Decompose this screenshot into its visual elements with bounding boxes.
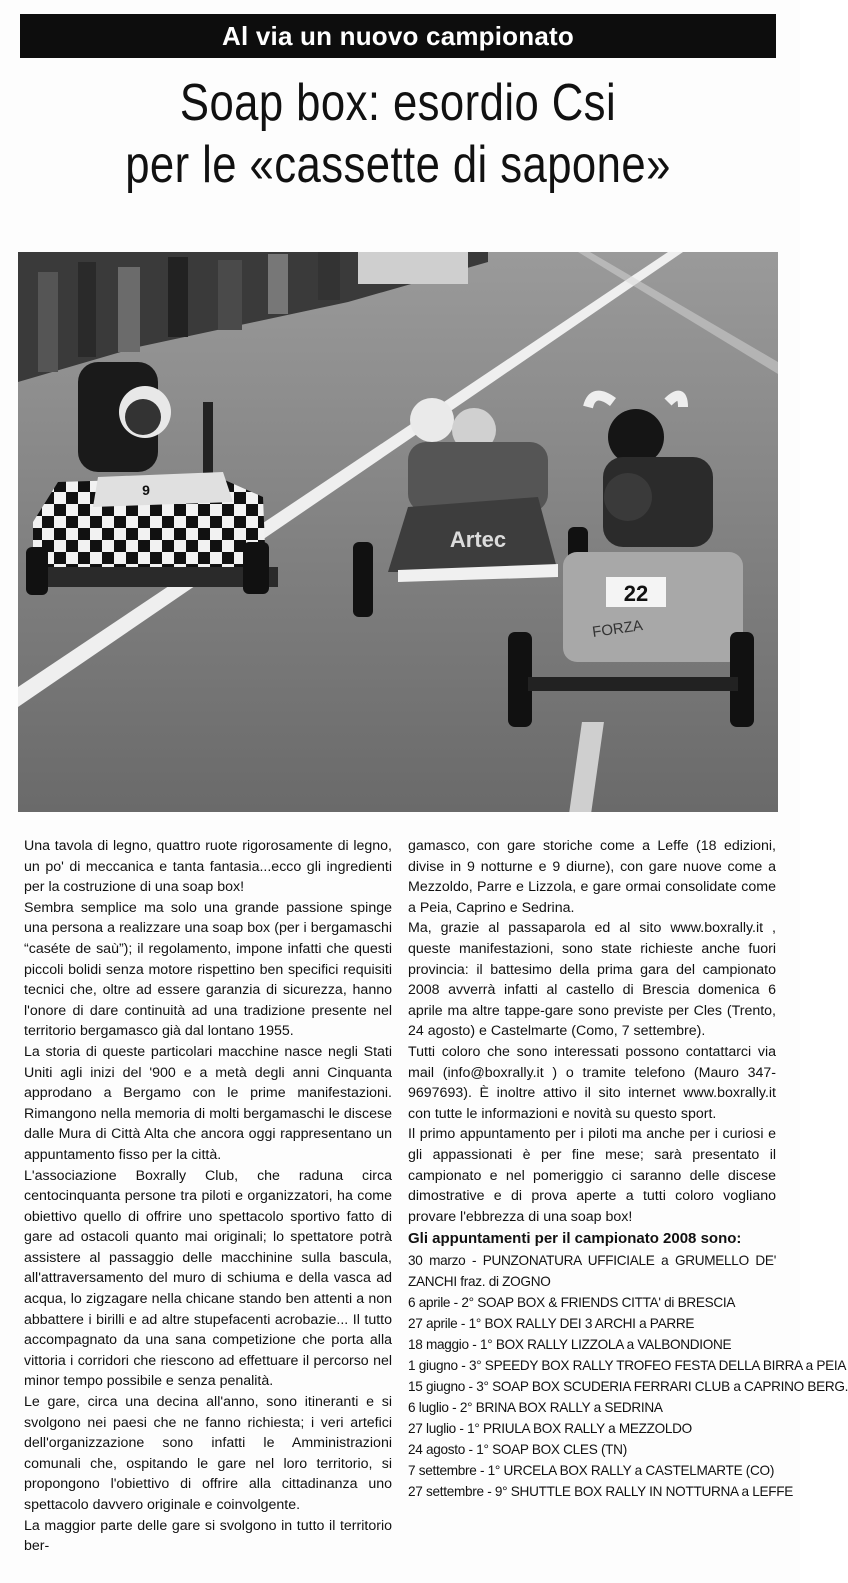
headline-line-2: per le «cassette di sapone» xyxy=(125,136,671,194)
car-9-number: 9 xyxy=(142,482,150,498)
schedule-item: 18 maggio - 1° BOX RALLY LIZZOLA a VALBONDIONE xyxy=(408,1336,732,1352)
schedule-list xyxy=(408,1250,848,1502)
schedule-item: 27 aprile - 1° BOX RALLY DEI 3 ARCHI a PARRE xyxy=(408,1315,695,1331)
car-22-number: 22 xyxy=(623,581,649,606)
schedule-item: 30 marzo - PUNZONATURA UFFICIALE a GRUMELLO DE' ZANCHI fraz. di ZOGNO xyxy=(408,1252,776,1289)
paragraph: Tutti coloro che sono interessati possono contattarci via mail (info@boxrally.it ) o tramite telefono (Mauro 347-9697693). È inoltre attivo il sito internet www.boxrally.it con tutte le informazioni e novità su questo sport. xyxy=(408,1043,776,1122)
paragraph: L'associazione Boxrally Club, che raduna circa centocinquanta persone tra piloti e organizzatori, ha come obiettivo quello di offrire uno spettacolo sportivo fatto di gare ad ostacoli quanto mai originali; lo spettatore potrà assistere al passaggio delle macchinine sulla bascula, all'attraversamento del muro di schiuma e della vasca ad acqua, lo zigzagare nella chicane stando ben attenti a non abbattere i birilli e ad altre stupefacenti acrobazie... Il tutto accompagnato da una sana competizione che porta alla vittoria i corridori che riescono ad effettuare il percorso nel minor tempo possibile e senza penalità. xyxy=(24,1167,392,1390)
headline-line-1: Soap box: esordio Csi xyxy=(179,74,617,132)
paragraph: Le gare, circa una decina all'anno, sono itineranti e si svolgono nei paesi che ne fanno richiesta; i veri artefici dell'organizzazione sono infatti le Amministrazioni comunali che, ospitando le gare nel loro territorio, si propongono l'obiettivo di offrire alla cittadinanza uno spettacolo davvero originale e coinvolgente. xyxy=(24,1394,392,1513)
schedule-item: 6 luglio - 2° BRINA BOX RALLY a SEDRINA xyxy=(408,1399,663,1415)
schedule-item: 7 settembre - 1° URCELA BOX RALLY a CASTELMARTE (CO) xyxy=(408,1462,775,1478)
car-graffiti-text: FORZA xyxy=(591,617,644,641)
paragraph: Una tavola di legno, quattro ruote rigorosamente di legno, un po' di meccanica e tanta fantasia...ecco gli ingredienti per la costruzione di una soap box! xyxy=(24,838,392,896)
paragraph: La maggior parte delle gare si svolgono in tutto il territorio ber- xyxy=(24,1517,392,1555)
kicker-banner: Al via un nuovo campionato xyxy=(20,14,776,58)
column-left xyxy=(24,836,392,1557)
schedule-item: 27 luglio - 1° PRIULA BOX RALLY a MEZZOLDO xyxy=(408,1420,692,1436)
paragraph: La storia di queste particolari macchine nasce negli Stati Uniti agli inizi del '900 e a metà degli anni Cinquanta approdano a Bergamo con le prime manifestazioni. Rimangono nella memoria di molti bergamaschi le discese dalle Mura di Città Alta che ancora oggi rappresentano un appuntamento fisso per la città. xyxy=(24,1043,392,1163)
schedule-item: 24 agosto - 1° SOAP BOX CLES (TN) xyxy=(408,1441,627,1457)
race-photo-illustration xyxy=(18,252,778,812)
race-photo xyxy=(18,252,778,812)
paragraph: Sembra semplice ma solo una grande passione spinge una persona a realizzare una soap box (per i bergamaschi “caséte de saù”); il regolamento, impone infatti che questi piccoli bolidi senza motore rispettino ben specifici requisiti tecnici che, oltre ad essere garanzia di sicurezza, hanno l'onore di dare continuità ad una tradizione presente nel territorio bergamasco già dal lontano 1955. xyxy=(24,899,392,1040)
schedule-item: 27 settembre - 9° SHUTTLE BOX RALLY IN NOTTURNA a LEFFE xyxy=(408,1483,794,1499)
schedule-item: 1 giugno - 3° SPEEDY BOX RALLY TROFEO FESTA DELLA BIRRA a PEIA xyxy=(408,1357,847,1373)
headline xyxy=(80,72,715,196)
column-right xyxy=(408,836,848,1502)
paragraph: Il primo appuntamento per i piloti ma anche per i curiosi e gli appassionati è per fine mese; sarà presentato il campionato e nel pomeriggio ci saranno delle discese dimostrative e di prova aperte a tutti coloro vogliano provare l'ebbrezza di una soap box! xyxy=(408,1126,776,1225)
schedule-item: 6 aprile - 2° SOAP BOX & FRIENDS CITTA' di BRESCIA xyxy=(408,1294,736,1310)
paragraph: gamasco, con gare storiche come a Leffe (18 edizioni, divise in 9 notturne e 9 diurne), con gare nuove come a Mezzoldo, Parre e Lizzola, e gare ormai consolidate come a Peia, Caprino e Sedrina. xyxy=(408,838,776,916)
schedule-title: Gli appuntamenti per il campionato 2008 sono: xyxy=(408,1230,742,1248)
schedule-item: 15 giugno - 3° SOAP BOX SCUDERIA FERRARI CLUB a CAPRINO BERG. xyxy=(408,1378,848,1394)
car-sponsor-text: Artec xyxy=(449,527,507,552)
paragraph: Ma, grazie al passaparola ed al sito www.boxrally.it , queste manifestazioni, sono state richieste anche fuori provincia: il battesimo della prima gara del campionato 2008 avverrà infatti al castello di Brescia domenica 6 aprile ma altre tappe-gare sono previste per Cles (Trento, 24 agosto) e Castelmarte (Como, 7 settembre). xyxy=(408,920,776,1040)
